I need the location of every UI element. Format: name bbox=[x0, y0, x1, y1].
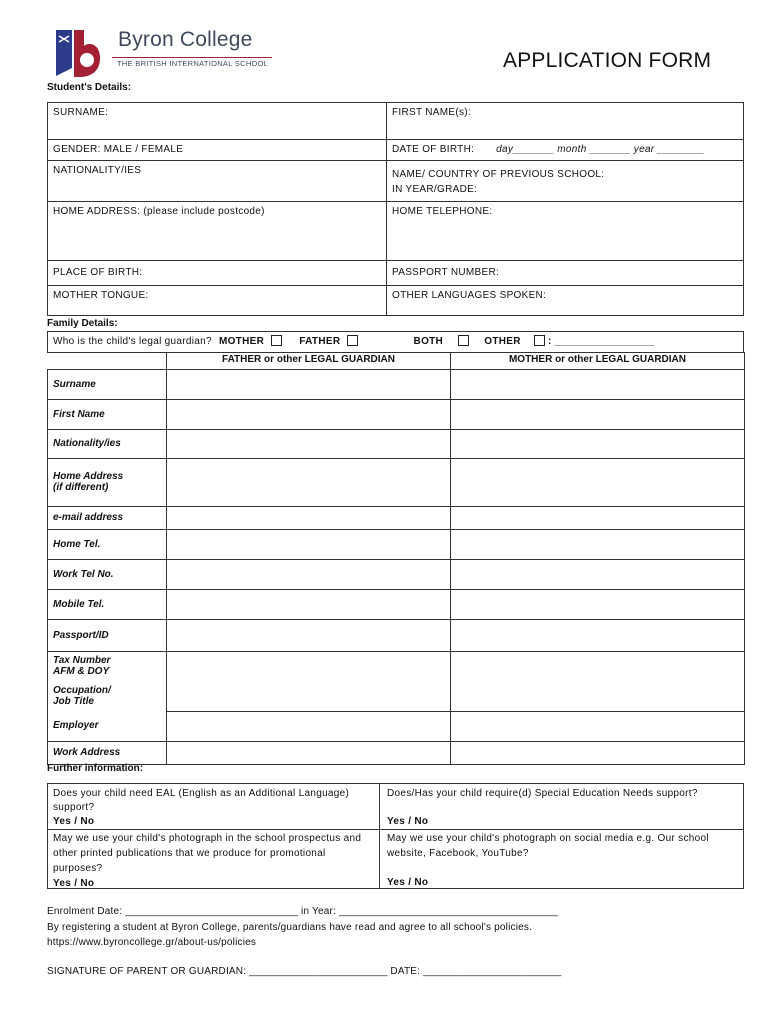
further-information-heading: Further information: bbox=[47, 763, 144, 774]
photo-social-answer[interactable]: Yes / No bbox=[387, 877, 429, 888]
guardian-row-label: Mobile Tel. bbox=[48, 589, 167, 619]
family-details-heading: Family Details: bbox=[47, 318, 118, 329]
home-address-field[interactable]: HOME ADDRESS: (please include postcode) bbox=[47, 201, 387, 261]
guardian-row-label: Passport/ID bbox=[48, 619, 167, 651]
father-guardian-input-cell[interactable] bbox=[167, 651, 451, 681]
guardian-table-row bbox=[48, 529, 745, 559]
guardian-row-label: First Name bbox=[48, 399, 167, 429]
guardian-row-label: Home Address (if different) bbox=[48, 458, 167, 506]
policy-agreement: By registering a student at Byron College, parents/guardians have read and agree to all school's policies. bbox=[47, 922, 533, 933]
eal-answer[interactable]: Yes / No bbox=[53, 816, 95, 827]
mother-guardian-input-cell[interactable] bbox=[451, 458, 745, 506]
guardian-table-row bbox=[48, 458, 745, 506]
option-mother-label: MOTHER bbox=[218, 336, 265, 347]
byron-college-logo-icon bbox=[54, 28, 102, 78]
photo-social-question: May we use your child's photograph on social media e.g. Our school website, Facebook, YouTube? bbox=[387, 833, 709, 859]
brand-name: Byron College bbox=[118, 28, 253, 51]
father-guardian-input-cell[interactable] bbox=[167, 369, 451, 399]
other-languages-field[interactable]: OTHER LANGUAGES SPOKEN: bbox=[386, 285, 744, 316]
mother-guardian-input-cell[interactable] bbox=[451, 559, 745, 589]
previous-school-field[interactable]: NAME/ COUNTRY OF PREVIOUS SCHOOL: IN YEAR/GRADE: bbox=[386, 160, 744, 202]
father-guardian-input-cell[interactable] bbox=[167, 681, 451, 711]
sen-question: Does/Has your child require(d) Special Education Needs support? bbox=[387, 788, 698, 799]
students-details-heading: Student's Details: bbox=[47, 82, 132, 93]
guardian-row-label: e-mail address bbox=[48, 506, 167, 529]
option-other-label: OTHER bbox=[484, 336, 521, 347]
mother-tongue-field[interactable]: MOTHER TONGUE: bbox=[47, 285, 387, 316]
guardian-table-row bbox=[48, 506, 745, 529]
home-telephone-field[interactable]: HOME TELEPHONE: bbox=[386, 201, 744, 261]
father-checkbox[interactable] bbox=[347, 335, 358, 346]
guardian-table-row bbox=[48, 589, 745, 619]
father-guardian-input-cell[interactable] bbox=[167, 711, 451, 741]
guardian-row-label: Employer bbox=[48, 711, 167, 741]
guardian-row-label: Occupation/ Job Title bbox=[48, 681, 167, 711]
guardian-row-label: Work Address bbox=[48, 741, 167, 764]
guardian-row-label: Surname bbox=[48, 369, 167, 399]
mother-checkbox[interactable] bbox=[271, 335, 282, 346]
father-guardian-input-cell[interactable] bbox=[167, 741, 451, 764]
mother-guardian-input-cell[interactable] bbox=[451, 651, 745, 681]
guardian-table-row bbox=[48, 711, 745, 741]
mother-guardian-input-cell[interactable] bbox=[451, 711, 745, 741]
gender-field[interactable]: GENDER: MALE / FEMALE bbox=[47, 139, 387, 161]
guardian-table-row bbox=[48, 429, 745, 458]
date-of-birth-field[interactable]: DATE OF BIRTH: day_______ month _______ year ________ bbox=[386, 139, 744, 161]
other-checkbox[interactable] bbox=[534, 335, 545, 346]
brand-divider bbox=[112, 57, 272, 58]
guardian-table-row bbox=[48, 559, 745, 589]
father-guardian-input-cell[interactable] bbox=[167, 589, 451, 619]
guardian-row-label: Tax Number AFM & DOY bbox=[48, 651, 167, 681]
father-guardian-input-cell[interactable] bbox=[167, 529, 451, 559]
policy-link[interactable]: https://www.byroncollege.gr/about-us/policies bbox=[47, 937, 257, 948]
both-checkbox[interactable] bbox=[458, 335, 469, 346]
guardian-question-row bbox=[47, 331, 744, 353]
other-specify-line: : _________________ bbox=[547, 336, 655, 347]
mother-guardian-input-cell[interactable] bbox=[451, 619, 745, 651]
mother-guardian-input-cell[interactable] bbox=[451, 399, 745, 429]
mother-guardian-input-cell[interactable] bbox=[451, 369, 745, 399]
enrolment-line[interactable]: Enrolment Date: ______________________________ in Year: ______________________________________ bbox=[47, 906, 558, 917]
mother-guardian-input-cell[interactable] bbox=[451, 529, 745, 559]
guardian-details-table bbox=[47, 352, 745, 765]
mother-guardian-input-cell[interactable] bbox=[451, 741, 745, 764]
mother-column-header: MOTHER or other LEGAL GUARDIAN bbox=[451, 352, 745, 369]
option-both-label: BOTH bbox=[413, 336, 444, 347]
guardian-table-row bbox=[48, 741, 745, 764]
mother-guardian-input-cell[interactable] bbox=[451, 681, 745, 711]
guardian-table-row bbox=[48, 369, 745, 399]
guardian-question: Who is the child's legal guardian? bbox=[53, 336, 212, 347]
eal-question-cell[interactable] bbox=[47, 783, 380, 830]
surname-field[interactable]: SURNAME: bbox=[47, 102, 387, 140]
place-of-birth-field[interactable]: PLACE OF BIRTH: bbox=[47, 260, 387, 286]
guardian-table-row bbox=[48, 681, 745, 711]
father-guardian-input-cell[interactable] bbox=[167, 458, 451, 506]
option-father-label: FATHER bbox=[299, 336, 341, 347]
mother-guardian-input-cell[interactable] bbox=[451, 429, 745, 458]
guardian-row-label: Home Tel. bbox=[48, 529, 167, 559]
father-guardian-input-cell[interactable] bbox=[167, 619, 451, 651]
passport-number-field[interactable]: PASSPORT NUMBER: bbox=[386, 260, 744, 286]
mother-guardian-input-cell[interactable] bbox=[451, 589, 745, 619]
guardian-row-label: Nationality/ies bbox=[48, 429, 167, 458]
guardian-row-label: Work Tel No. bbox=[48, 559, 167, 589]
guardian-table-row bbox=[48, 619, 745, 651]
father-guardian-input-cell[interactable] bbox=[167, 399, 451, 429]
photo-social-question-cell[interactable] bbox=[379, 829, 744, 889]
first-names-field[interactable]: FIRST NAME(s): bbox=[386, 102, 744, 140]
eal-question: Does your child need EAL (English as an Additional Language) support? bbox=[53, 788, 350, 813]
mother-guardian-input-cell[interactable] bbox=[451, 506, 745, 529]
sen-question-cell[interactable] bbox=[379, 783, 744, 830]
guardian-table-row bbox=[48, 399, 745, 429]
brand-subtitle: THE BRITISH INTERNATIONAL SCHOOL bbox=[117, 59, 269, 68]
nationality-field[interactable]: NATIONALITY/IES bbox=[47, 160, 387, 202]
guardian-table-row bbox=[48, 651, 745, 681]
form-title: APPLICATION FORM bbox=[503, 49, 712, 72]
photo-print-question-cell[interactable] bbox=[47, 829, 380, 889]
father-guardian-input-cell[interactable] bbox=[167, 506, 451, 529]
signature-line[interactable]: SIGNATURE OF PARENT OR GUARDIAN: ________________________ DATE: ________________________ bbox=[47, 966, 562, 977]
father-column-header: FATHER or other LEGAL GUARDIAN bbox=[167, 352, 451, 369]
photo-print-answer[interactable]: Yes / No bbox=[53, 878, 95, 889]
sen-answer[interactable]: Yes / No bbox=[387, 816, 429, 827]
father-guardian-input-cell[interactable] bbox=[167, 559, 451, 589]
father-guardian-input-cell[interactable] bbox=[167, 429, 451, 458]
photo-print-question: May we use your child's photograph in the school prospectus and other printed publications that we produce for promotional purposes? bbox=[53, 833, 362, 874]
